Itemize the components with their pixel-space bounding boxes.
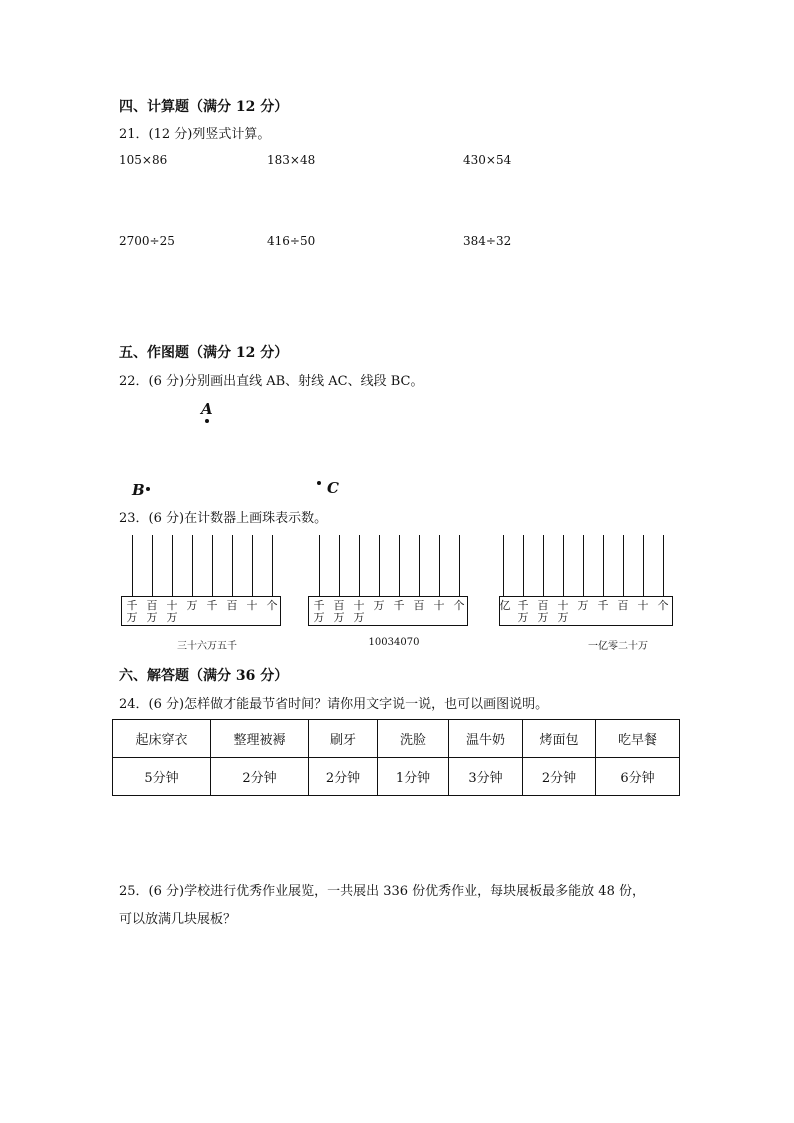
abacus-caption: 10034070 — [368, 637, 420, 648]
calc-problem: 430×54 — [463, 153, 512, 167]
abacus-rod[interactable] — [439, 535, 440, 596]
abacus-rod[interactable] — [232, 535, 233, 596]
place-label: 万 — [373, 599, 385, 612]
question-25-line-1: 25．(6 分)学校进行优秀作业展览，一共展出 336 份优秀作业，每块展板最多能放 48 份， — [119, 884, 645, 899]
abacus-caption: 一亿零二十万 — [588, 641, 648, 652]
table-cell: 2分钟 — [523, 758, 596, 796]
place-label: 百 — [413, 599, 425, 612]
calc-problem: 2700÷25 — [119, 234, 175, 248]
calc-problem: 183×48 — [267, 153, 316, 167]
question-23: 23．(6 分)在计数器上画珠表示数。 — [119, 511, 328, 526]
table-header-cell: 刷牙 — [309, 720, 378, 758]
question-22: 22．(6 分)分别画出直线 AB、射线 AC、线段 BC。 — [119, 374, 424, 389]
table-cell: 2分钟 — [309, 758, 378, 796]
abacus-rod[interactable] — [623, 535, 624, 596]
abacus-rod[interactable] — [172, 535, 173, 596]
abacus-rod[interactable] — [339, 535, 340, 596]
table-cell: 1分钟 — [378, 758, 449, 796]
question-24: 24．(6 分)怎样做才能最节省时间？请你用文字说一说，也可以画图说明。 — [119, 697, 549, 712]
abacus-3[interactable] — [499, 535, 673, 655]
table-header-cell: 温牛奶 — [449, 720, 523, 758]
place-label: 千 — [393, 599, 405, 612]
abacus-rod[interactable] — [543, 535, 544, 596]
calc-problem: 384÷32 — [463, 234, 512, 248]
abacus-rod[interactable] — [272, 535, 273, 596]
place-label: 百 — [226, 599, 238, 612]
place-label: 百 万 — [333, 599, 345, 624]
place-label: 百 万 — [537, 599, 549, 624]
place-label: 个 — [453, 599, 465, 612]
place-label: 亿 — [499, 599, 511, 612]
point-c-label: C — [327, 479, 339, 497]
abacus-rod[interactable] — [319, 535, 320, 596]
place-label: 十 万 — [557, 599, 569, 624]
abacus-2[interactable] — [308, 535, 468, 655]
abacus-1[interactable] — [121, 535, 281, 655]
point-a-label: A — [201, 400, 213, 418]
point-b-label: B — [132, 481, 145, 499]
place-label: 万 — [186, 599, 198, 612]
table-cell: 6分钟 — [596, 758, 680, 796]
abacus-rod[interactable] — [399, 535, 400, 596]
table-header-cell: 吃早餐 — [596, 720, 680, 758]
abacus-rod[interactable] — [419, 535, 420, 596]
table-cell: 3分钟 — [449, 758, 523, 796]
calc-problem: 105×86 — [119, 153, 168, 167]
abacus-rod[interactable] — [663, 535, 664, 596]
place-label: 十 — [637, 599, 649, 612]
abacus-rod[interactable] — [379, 535, 380, 596]
place-label: 千 — [597, 599, 609, 612]
abacus-rod[interactable] — [643, 535, 644, 596]
place-label: 千 — [206, 599, 218, 612]
place-label: 十 — [433, 599, 445, 612]
table-row — [113, 758, 680, 796]
place-label: 百 万 — [146, 599, 158, 624]
place-label: 万 — [577, 599, 589, 612]
calc-problem: 416÷50 — [267, 234, 316, 248]
place-label: 百 — [617, 599, 629, 612]
abacus-rod[interactable] — [132, 535, 133, 596]
place-label: 十 — [246, 599, 258, 612]
table-header-cell: 起床穿衣 — [113, 720, 211, 758]
question-21: 21．(12 分)列竖式计算。 — [119, 127, 271, 142]
table-header-cell: 洗脸 — [378, 720, 449, 758]
point-b-dot — [146, 487, 150, 491]
table-cell: 5分钟 — [113, 758, 211, 796]
abacus-rod[interactable] — [563, 535, 564, 596]
place-label: 千 万 — [313, 599, 325, 624]
table-header-cell: 整理被褥 — [211, 720, 309, 758]
abacus-rod[interactable] — [152, 535, 153, 596]
question-25-line-2: 可以放满几块展板？ — [119, 912, 237, 927]
table-header-cell: 烤面包 — [523, 720, 596, 758]
section-4-title: 四、计算题（满分 12 分） — [119, 99, 289, 115]
abacus-rod[interactable] — [359, 535, 360, 596]
abacus-rod[interactable] — [252, 535, 253, 596]
table-header-row — [113, 720, 680, 758]
time-table — [112, 719, 680, 796]
point-c-dot — [317, 481, 321, 485]
abacus-rod[interactable] — [603, 535, 604, 596]
abacus-rod[interactable] — [192, 535, 193, 596]
abacus-rod[interactable] — [503, 535, 504, 596]
abacus-rod[interactable] — [212, 535, 213, 596]
abacus-caption: 三十六万五千 — [177, 641, 237, 652]
point-a-dot — [205, 419, 209, 423]
place-label: 千 万 — [517, 599, 529, 624]
place-label: 十 万 — [353, 599, 365, 624]
abacus-rod[interactable] — [459, 535, 460, 596]
abacus-rod[interactable] — [523, 535, 524, 596]
place-label: 个 — [266, 599, 278, 612]
section-6-title: 六、解答题（满分 36 分） — [119, 668, 289, 684]
place-label: 个 — [657, 599, 669, 612]
place-label: 十 万 — [166, 599, 178, 624]
section-5-title: 五、作图题（满分 12 分） — [119, 345, 289, 361]
place-label: 千 万 — [126, 599, 138, 624]
table-cell: 2分钟 — [211, 758, 309, 796]
abacus-rod[interactable] — [583, 535, 584, 596]
